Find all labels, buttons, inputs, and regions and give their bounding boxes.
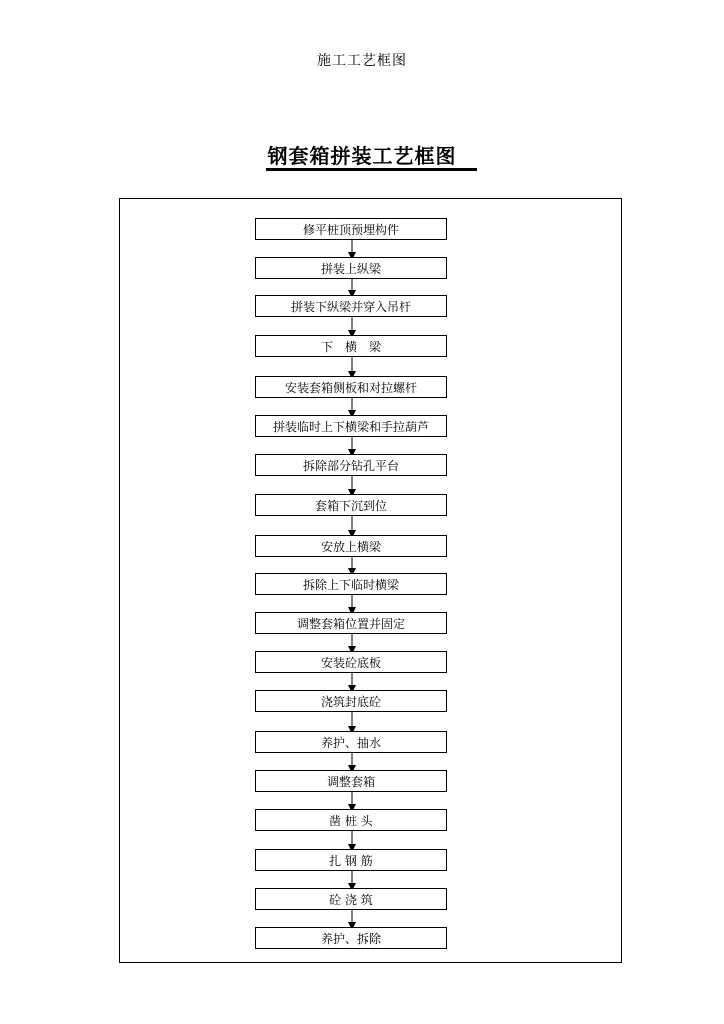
flow-step-box: 浇筑封底砼 xyxy=(255,690,447,712)
flow-step-box: 砼 浇 筑 xyxy=(255,888,447,910)
flow-step-box: 拼装上纵梁 xyxy=(255,257,447,279)
flow-step-box: 拆除部分钻孔平台 xyxy=(255,454,447,476)
flow-step-box: 凿 桩 头 xyxy=(255,809,447,831)
flow-step-box: 下 横 梁 xyxy=(255,335,447,357)
flow-step-box: 拼装下纵梁并穿入吊杆 xyxy=(255,295,447,317)
flow-step-box: 养护、抽水 xyxy=(255,731,447,753)
flow-step-box: 安装砼底板 xyxy=(255,651,447,673)
flow-step-box: 安放上横梁 xyxy=(255,535,447,557)
flow-step-box: 安装套箱侧板和对拉螺杆 xyxy=(255,376,447,398)
flow-step-box: 修平桩顶预埋构件 xyxy=(255,218,447,240)
flow-step-box: 调整套箱 xyxy=(255,770,447,792)
title-underline xyxy=(266,168,477,171)
flow-step-box: 养护、拆除 xyxy=(255,927,447,949)
flow-step-box: 扎 钢 筋 xyxy=(255,849,447,871)
flow-step-box: 套箱下沉到位 xyxy=(255,494,447,516)
flow-step-box: 拼装临时上下横梁和手拉葫芦 xyxy=(255,415,447,437)
page-header: 施工工艺框图 xyxy=(317,53,407,69)
flow-step-box: 调整套箱位置并固定 xyxy=(255,612,447,634)
document-title: 钢套箱拼装工艺框图 xyxy=(267,144,457,168)
flow-step-box: 拆除上下临时横梁 xyxy=(255,573,447,595)
